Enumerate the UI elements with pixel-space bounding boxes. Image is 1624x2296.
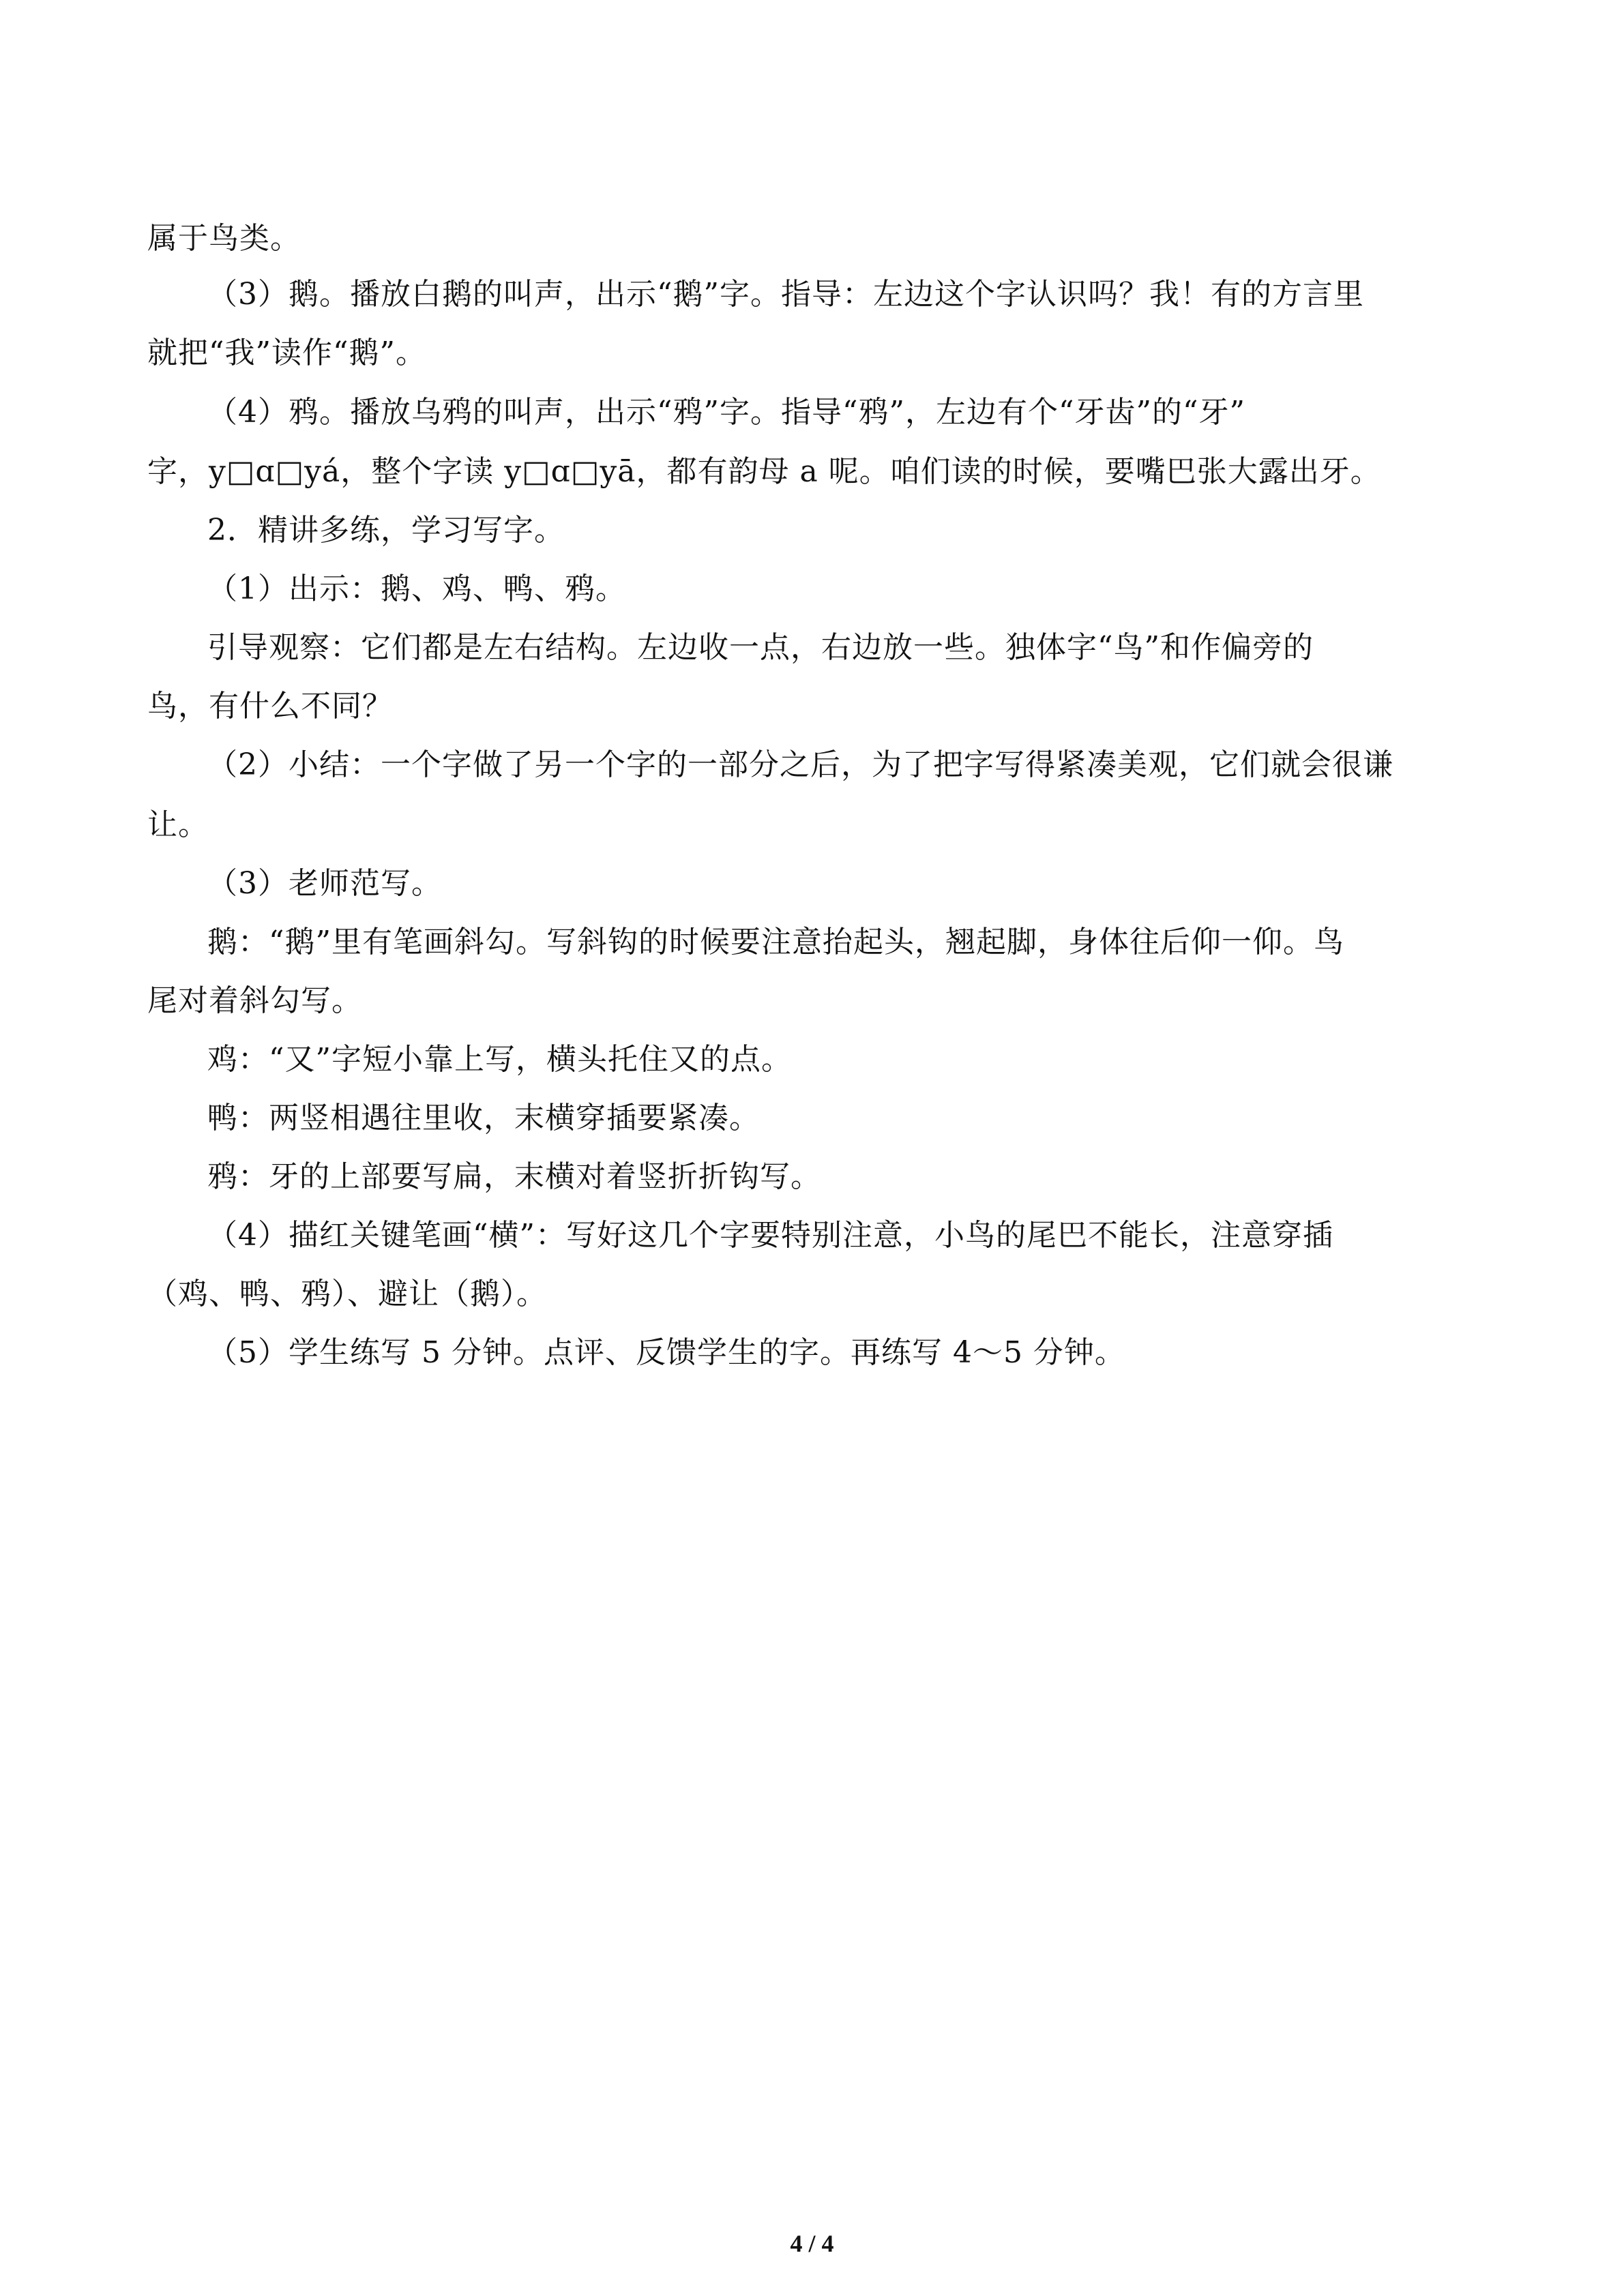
text-line: 鹅：“鹅”里有笔画斜勾。写斜钩的时候要注意抬起头，翘起脚，身体往后仰一仰。鸟 [207, 925, 1344, 959]
text-line: 让。 [147, 807, 209, 842]
page-number: 4 / 4 [790, 2230, 834, 2257]
text-line: （1）出示：鹅、鸡、鸭、鸦。 [207, 571, 626, 606]
text-line: （2）小结：一个字做了另一个字的一部分之后，为了把字写得紧凑美观，它们就会很谦 [207, 747, 1393, 782]
text-line: （鸡、鸭、鸦）、避让（鹅）。 [147, 1277, 547, 1311]
text-line: 字，y□ɑ□yá，整个字读 y□ɑ□yā，都有韵母 a 呢。咱们读的时候，要嘴巴张大露出牙。 [147, 454, 1381, 489]
text-line: （4）描红关键笔画“横”：写好这几个字要特别注意，小鸟的尾巴不能长，注意穿插 [207, 1218, 1333, 1253]
text-line: 就把“我”读作“鹅”。 [147, 336, 426, 370]
text-line: 鸦：牙的上部要写扁，末横对着竖折折钩写。 [207, 1159, 821, 1194]
text-line: 属于鸟类。 [147, 221, 301, 256]
text-line: 引导观察：它们都是左右结构。左边收一点，右边放一些。独体字“鸟”和作偏旁的 [207, 630, 1314, 665]
text-line: （3）鹅。播放白鹅的叫声，出示“鹅”字。指导：左边这个字认识吗？我！有的方言里 [207, 277, 1364, 312]
text-line: （5）学生练写 5 分钟。点评、反馈学生的字。再练写 4～5 分钟。 [207, 1335, 1125, 1370]
text-line: 尾对着斜勾写。 [147, 983, 362, 1018]
text-line: 鸭：两竖相遇往里收，末横穿插要紧凑。 [207, 1101, 760, 1135]
text-line: 鸟，有什么不同？ [147, 689, 393, 724]
text-line: （4）鸦。播放乌鸦的叫声，出示“鸦”字。指导“鸦”，左边有个“牙齿”的“牙” [207, 395, 1245, 430]
text-line: 鸡：“又”字短小靠上写，横头托住又的点。 [207, 1042, 792, 1077]
section-heading: 2．精讲多练，学习写字。 [207, 513, 565, 548]
text-line: （3）老师范写。 [207, 866, 442, 901]
